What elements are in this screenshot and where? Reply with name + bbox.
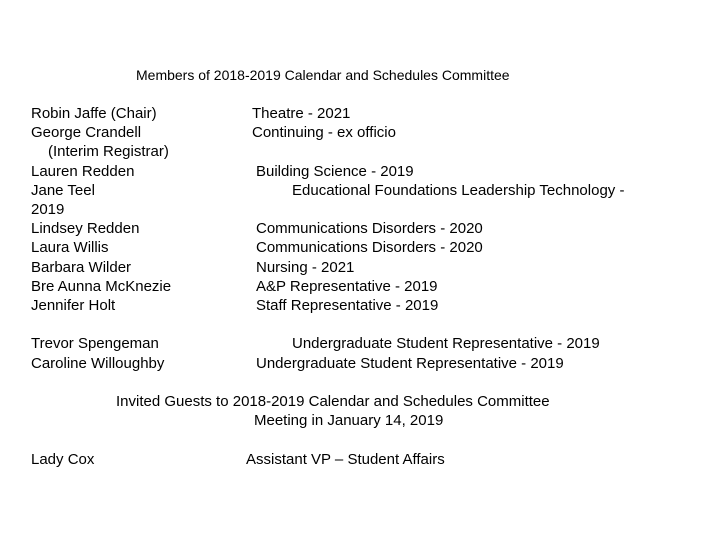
member-role: Undergraduate Student Representative - 2019 xyxy=(256,355,564,372)
member-role: Communications Disorders - 2020 xyxy=(256,239,483,256)
member-name: Laura Willis xyxy=(31,239,109,256)
member-name: Jennifer Holt xyxy=(31,297,116,314)
page-title: Members of 2018-2019 Calendar and Schedules Committee xyxy=(136,67,510,83)
member-name: Lauren Redden xyxy=(31,163,135,180)
member-name: Caroline Willoughby xyxy=(31,355,165,372)
guests-heading: Invited Guests to 2018-2019 Calendar and Schedules Committee xyxy=(116,393,550,410)
guest-role: Assistant VP – Student Affairs xyxy=(246,451,445,468)
guest-name: Lady Cox xyxy=(31,451,95,468)
member-name: Robin Jaffe (Chair) xyxy=(31,105,157,122)
member-name: Trevor Spengeman xyxy=(31,335,159,352)
member-role: Continuing - ex officio xyxy=(252,124,396,141)
member-role: Undergraduate Student Representative - 2019 xyxy=(292,335,600,352)
member-name: George Crandell xyxy=(31,124,142,141)
member-name: Bre Aunna McKnezie xyxy=(31,278,172,295)
member-name-note: (Interim Registrar) xyxy=(48,143,169,160)
member-role: Theatre - 2021 xyxy=(252,105,351,122)
member-name: Barbara Wilder xyxy=(31,259,132,276)
guests-heading-date: Meeting in January 14, 2019 xyxy=(254,412,444,429)
member-role: Communications Disorders - 2020 xyxy=(256,220,483,237)
member-role: Educational Foundations Leadership Technology - xyxy=(292,182,625,199)
member-role: Staff Representative - 2019 xyxy=(256,297,439,314)
member-role: Nursing - 2021 xyxy=(256,259,355,276)
member-role: Building Science - 2019 xyxy=(256,163,414,180)
member-name: Lindsey Redden xyxy=(31,220,140,237)
member-term-overflow: 2019 xyxy=(31,201,65,218)
member-role: A&P Representative - 2019 xyxy=(256,278,438,295)
member-name: Jane Teel xyxy=(31,182,95,199)
